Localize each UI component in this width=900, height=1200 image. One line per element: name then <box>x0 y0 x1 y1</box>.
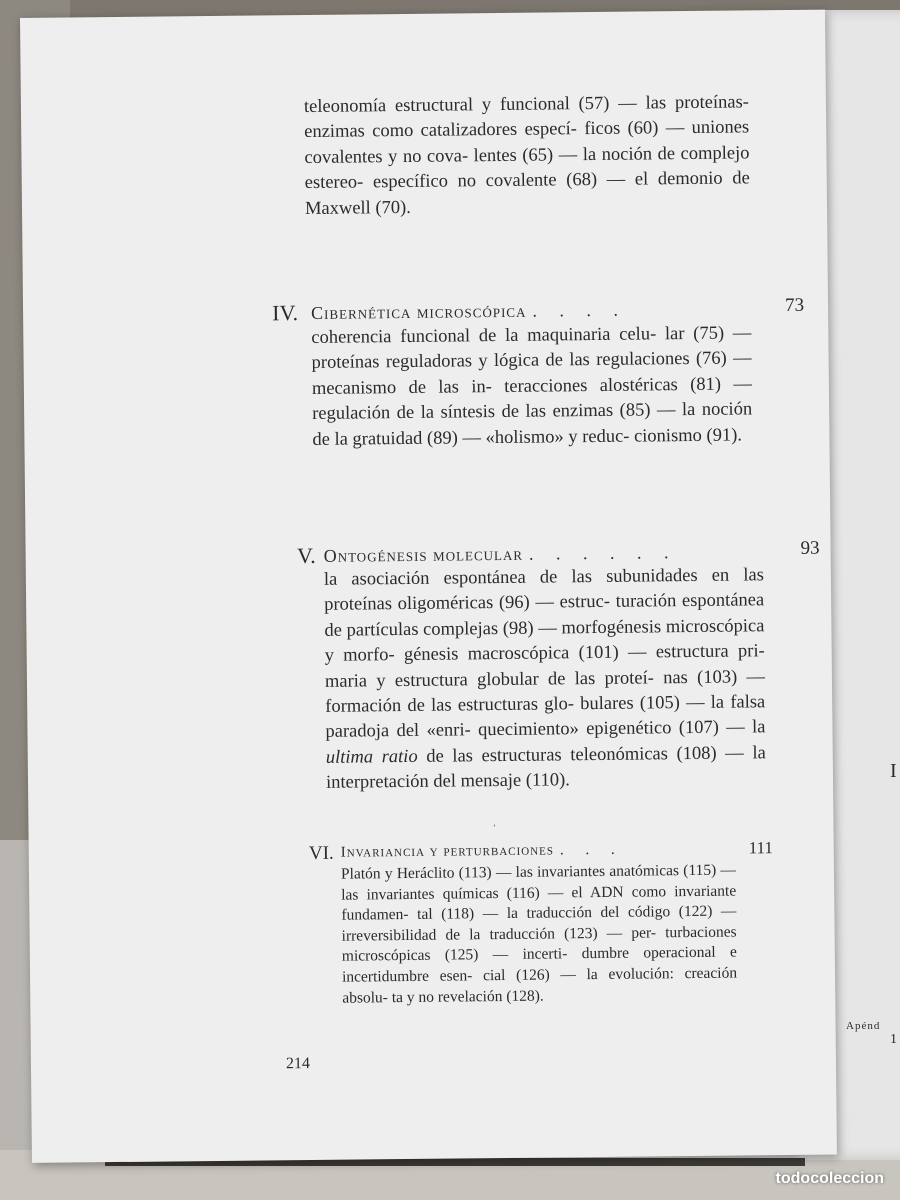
chapter-numeral: VI. <box>308 842 334 865</box>
chapter-title: Ontogénesis molecular . . . . . . <box>323 542 678 566</box>
chapter-numeral: V. <box>296 542 316 569</box>
watermark: todocoleccion <box>775 1170 884 1187</box>
chapter-page-number: 73 <box>784 294 805 317</box>
chapter-page-number: 111 <box>748 838 774 858</box>
toc-entry-summary: coherencia funcional de la maquinaria celu- lar (75) — proteínas reguladoras y lógica de las regulaciones (76) — mecanismo de las in- teracciones alostéricas (81) — regulación de la síntesis de las enzimas (85) — la noción de la gratuidad (89) — «holismo» y reduc- cionismo (91). <box>311 323 753 450</box>
chapter-page-number: 93 <box>800 537 820 559</box>
chapter-title: Invariancia y perturbaciones . . . <box>340 841 624 861</box>
chapter-title: Cibernética microscópica . . . . <box>311 299 628 323</box>
facing-page-fragment: Apénd <box>846 1020 881 1032</box>
toc-entry-summary: teleonomía estructural y funcional (57) — las proteínas-enzimas como catalizadores especí- ficos (60) — uniones covalentes y no cova- lentes (65) — la noción de complejo estereo- específico no covalente (68) — el demonio de Maxwell (70). <box>303 92 750 219</box>
book-page <box>20 10 837 1163</box>
facing-page-fragment: 1 <box>890 1032 897 1047</box>
page-number: 214 <box>285 1055 311 1073</box>
facing-page-fragment: I <box>890 760 897 782</box>
toc-entry-summary: la asociación espontánea de las subunidades en las proteínas oligoméricas (96) — estruc- turación espontánea de partículas complejas (98) — morfogénesis microscópica y morfo- génesis macroscópica (101) — estructura pri- maria y estructura globular de las proteí- nas (103) — formación de las estructuras glo- bulares (105) — la falsa paradoja del «enri- quecimiento» epigenético (107) — la ultima ratio de las estructuras teleonómicas (108) — la interpretación del mensaje (110). <box>323 565 766 794</box>
printed-mark: ' <box>493 823 496 835</box>
chapter-numeral: IV. <box>272 300 299 326</box>
italic-phrase: ultima ratio <box>325 746 418 768</box>
toc-entry-summary: Platón y Heráclito (113) — las invariantes anatómicas (115) — las invariantes químicas (116) — el ADN como invariante fundamen- tal (118) — la traducción del código (122) — irreversibilidad de la traducción (123) — per- turbaciones microscópicas (125) — incerti- dumbre operacional e incertidumbre esen- cial (126) — la evolución: creación absolu- ta y no revelación (128). <box>340 861 738 1007</box>
